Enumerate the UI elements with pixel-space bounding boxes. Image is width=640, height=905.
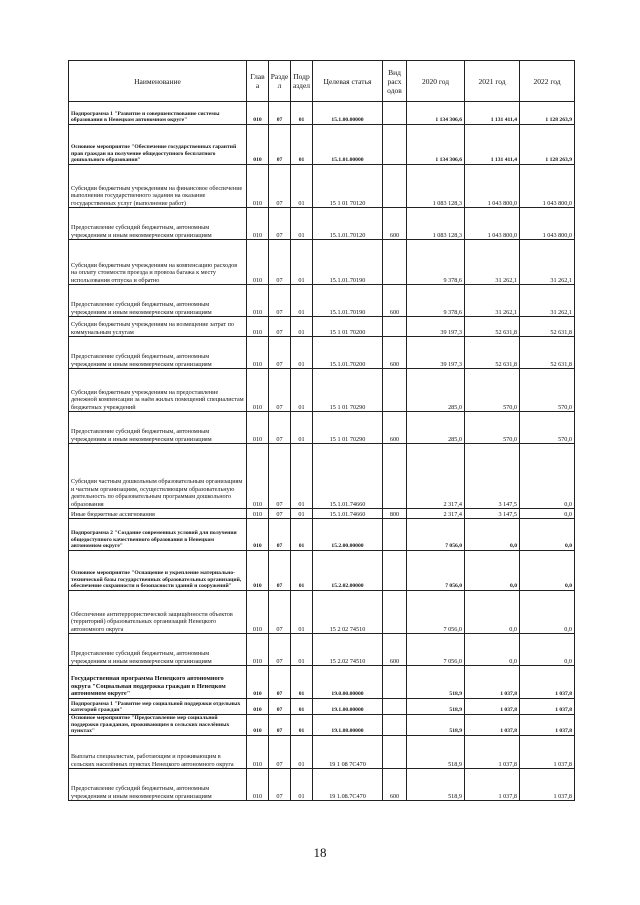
header-podrazdel: Подр аздел xyxy=(291,61,313,102)
cell-expense-type: 600 xyxy=(383,634,407,666)
header-year-2022: 2022 год xyxy=(520,61,575,102)
cell-name: Предоставление субсидий бюджетным, автономным учреждениям и иным некоммерческим организациям xyxy=(69,285,247,317)
cell-podrazdel: 01 xyxy=(291,634,313,666)
table-row xyxy=(69,337,575,369)
cell-2020: 1 083 128,3 xyxy=(407,208,465,240)
cell-target-article: 15.1.01.00000 xyxy=(313,125,383,165)
cell-2020: 9 378,6 xyxy=(407,240,465,285)
cell-name: Основное мероприятие "Обеспечение государственных гарантий прав граждан на получение общедоступного бесплатного дошкольного образования" xyxy=(69,125,247,165)
cell-2022: 1 037,8 xyxy=(520,715,575,736)
cell-podrazdel: 01 xyxy=(291,337,313,369)
cell-expense-type: 800 xyxy=(383,509,407,519)
cell-name: Основное мероприятие "Оснащение и укрепление материально-технической базы государственных образовательных организаций, обеспечение сохранности и безопасности зданий и сооружений" xyxy=(69,551,247,591)
header-target-article: Целевая статья xyxy=(313,61,383,102)
table-row xyxy=(69,165,575,208)
cell-name: Субсидии бюджетным учреждениям на предоставление денежной компенсации за наём жилых помещений специалистам бюджетных учреждений xyxy=(69,369,247,412)
cell-target-article: 15.1.01.74660 xyxy=(313,444,383,509)
cell-podrazdel: 01 xyxy=(291,551,313,591)
cell-glava: 010 xyxy=(247,551,269,591)
cell-2020: 518,9 xyxy=(407,736,465,769)
table-body xyxy=(69,102,575,801)
cell-glava: 010 xyxy=(247,208,269,240)
cell-2021: 1 131 411,4 xyxy=(465,125,520,165)
cell-2021: 0,0 xyxy=(465,591,520,634)
cell-glava: 010 xyxy=(247,285,269,317)
cell-glava: 010 xyxy=(247,519,269,551)
cell-2020: 1 134 306,6 xyxy=(407,102,465,125)
cell-glava: 010 xyxy=(247,715,269,736)
cell-2020: 2 317,4 xyxy=(407,444,465,509)
cell-glava: 010 xyxy=(247,666,269,699)
cell-podrazdel: 01 xyxy=(291,125,313,165)
cell-razdel: 07 xyxy=(269,285,291,317)
cell-2021: 570,0 xyxy=(465,412,520,444)
cell-target-article: 15.1.01.74660 xyxy=(313,509,383,519)
cell-expense-type xyxy=(383,551,407,591)
cell-glava: 010 xyxy=(247,240,269,285)
table-row xyxy=(69,369,575,412)
cell-glava: 010 xyxy=(247,769,269,801)
cell-2020: 518,9 xyxy=(407,769,465,801)
cell-name: Выплаты специалистам, работающим и проживающим в сельских населённых пунктах Ненецкого автономного округа xyxy=(69,736,247,769)
cell-2022: 1 043 800,0 xyxy=(520,208,575,240)
cell-2022: 1 128 263,9 xyxy=(520,125,575,165)
cell-podrazdel: 01 xyxy=(291,369,313,412)
cell-podrazdel: 01 xyxy=(291,412,313,444)
cell-2021: 1 037,8 xyxy=(465,715,520,736)
cell-target-article: 15.1.01.70120 xyxy=(313,208,383,240)
cell-2020: 518,9 xyxy=(407,666,465,699)
cell-podrazdel: 01 xyxy=(291,208,313,240)
cell-2021: 1 037,8 xyxy=(465,666,520,699)
cell-target-article: 15 1 01 70290 xyxy=(313,412,383,444)
cell-expense-type xyxy=(383,369,407,412)
cell-target-article: 15 1 01 70120 xyxy=(313,165,383,208)
cell-target-article: 15 2.02 74510 xyxy=(313,634,383,666)
cell-2020: 7 056,0 xyxy=(407,634,465,666)
cell-target-article: 15.2.02.00000 xyxy=(313,551,383,591)
cell-razdel: 07 xyxy=(269,591,291,634)
table-row xyxy=(69,666,575,699)
cell-razdel: 07 xyxy=(269,165,291,208)
cell-razdel: 07 xyxy=(269,125,291,165)
cell-podrazdel: 01 xyxy=(291,591,313,634)
table-row xyxy=(69,551,575,591)
cell-2022: 1 037,8 xyxy=(520,699,575,715)
cell-2020: 7 056,0 xyxy=(407,591,465,634)
cell-podrazdel: 01 xyxy=(291,444,313,509)
table-row xyxy=(69,444,575,509)
header-year-2021: 2021 год xyxy=(465,61,520,102)
cell-target-article: 15 2 02 74510 xyxy=(313,591,383,634)
cell-podrazdel: 01 xyxy=(291,165,313,208)
table-row xyxy=(69,591,575,634)
cell-target-article: 15 1 01 70290 xyxy=(313,369,383,412)
cell-2022: 1 037,8 xyxy=(520,769,575,801)
cell-target-article: 19.0.00.00000 xyxy=(313,666,383,699)
cell-name: Предоставление субсидий бюджетным, автономным учреждениям и иным некоммерческим организациям xyxy=(69,337,247,369)
cell-expense-type xyxy=(383,317,407,337)
cell-expense-type xyxy=(383,444,407,509)
cell-2021: 1 037,8 xyxy=(465,769,520,801)
table-row xyxy=(69,317,575,337)
cell-razdel: 07 xyxy=(269,715,291,736)
cell-target-article: 15.1.01.70190 xyxy=(313,285,383,317)
cell-glava: 010 xyxy=(247,736,269,769)
cell-name: Предоставление субсидий бюджетным, автономным учреждениям и иным некоммерческим организациям xyxy=(69,769,247,801)
table-row xyxy=(69,412,575,444)
cell-glava: 010 xyxy=(247,412,269,444)
cell-razdel: 07 xyxy=(269,509,291,519)
cell-expense-type xyxy=(383,125,407,165)
budget-table xyxy=(68,60,575,801)
cell-2022: 52 631,8 xyxy=(520,317,575,337)
table-row xyxy=(69,102,575,125)
cell-target-article: 19.1.08.00000 xyxy=(313,715,383,736)
cell-2021: 52 631,8 xyxy=(465,337,520,369)
cell-podrazdel: 01 xyxy=(291,285,313,317)
cell-2021: 1 043 800,0 xyxy=(465,165,520,208)
cell-razdel: 07 xyxy=(269,412,291,444)
cell-2022: 0,0 xyxy=(520,634,575,666)
cell-expense-type xyxy=(383,666,407,699)
cell-name: Субсидии бюджетным учреждениям на возмещение затрат по коммунальным услугам xyxy=(69,317,247,337)
cell-expense-type xyxy=(383,102,407,125)
cell-name: Субсидии частным дошкольным образовательным организациям и частным организациям, осуществляющим образовательную деятельность по образовательным программам дошкольного образования xyxy=(69,444,247,509)
cell-name: Подпрограмма 1 "Развитие и совершенствование системы образования в Ненецком автономном округе" xyxy=(69,102,247,125)
cell-target-article: 19 1.08.7C470 xyxy=(313,769,383,801)
cell-2021: 3 147,5 xyxy=(465,444,520,509)
cell-glava: 010 xyxy=(247,125,269,165)
cell-target-article: 19.1.00.00000 xyxy=(313,699,383,715)
cell-glava: 010 xyxy=(247,337,269,369)
cell-expense-type xyxy=(383,715,407,736)
cell-2020: 1 083 128,3 xyxy=(407,165,465,208)
cell-razdel: 07 xyxy=(269,240,291,285)
cell-2021: 52 631,8 xyxy=(465,317,520,337)
cell-2021: 0,0 xyxy=(465,519,520,551)
cell-2022: 31 262,1 xyxy=(520,240,575,285)
cell-razdel: 07 xyxy=(269,551,291,591)
cell-2020: 285,0 xyxy=(407,412,465,444)
cell-razdel: 07 xyxy=(269,699,291,715)
cell-2020: 39 197,3 xyxy=(407,317,465,337)
cell-2020: 7 056,0 xyxy=(407,519,465,551)
cell-razdel: 07 xyxy=(269,102,291,125)
cell-podrazdel: 01 xyxy=(291,736,313,769)
cell-2022: 0,0 xyxy=(520,551,575,591)
cell-glava: 010 xyxy=(247,317,269,337)
cell-2021: 1 037,8 xyxy=(465,736,520,769)
cell-2022: 1 037,8 xyxy=(520,666,575,699)
cell-glava: 010 xyxy=(247,102,269,125)
cell-glava: 010 xyxy=(247,634,269,666)
cell-2021: 1 043 800,0 xyxy=(465,208,520,240)
cell-2022: 1 043 800,0 xyxy=(520,165,575,208)
cell-2020: 518,9 xyxy=(407,715,465,736)
cell-razdel: 07 xyxy=(269,317,291,337)
cell-razdel: 07 xyxy=(269,369,291,412)
cell-2022: 0,0 xyxy=(520,444,575,509)
cell-glava: 010 xyxy=(247,591,269,634)
table-row xyxy=(69,285,575,317)
cell-expense-type xyxy=(383,165,407,208)
cell-razdel: 07 xyxy=(269,736,291,769)
cell-name: Субсидии бюджетным учреждениям на финансовое обеспечение выполнения государственного задания на оказание государственных услуг (выполнение работ) xyxy=(69,165,247,208)
header-expense-type: Вид расх одов xyxy=(383,61,407,102)
cell-2021: 31 262,1 xyxy=(465,285,520,317)
cell-name: Предоставление субсидий бюджетным, автономным учреждениям и иным некоммерческим организациям xyxy=(69,634,247,666)
cell-expense-type: 600 xyxy=(383,769,407,801)
cell-name: Подпрограмма 1 "Развитие мер социальной поддержки отдельных категорий граждан" xyxy=(69,699,247,715)
table-row xyxy=(69,769,575,801)
cell-name: Государственная программа Ненецкого автономного округа "Социальная поддержка граждан в Ненецком автономном округе" xyxy=(69,666,247,699)
cell-name: Иные бюджетные ассигнования xyxy=(69,509,247,519)
cell-expense-type: 600 xyxy=(383,412,407,444)
cell-2022: 1 128 263,9 xyxy=(520,102,575,125)
cell-expense-type: 600 xyxy=(383,285,407,317)
cell-podrazdel: 01 xyxy=(291,102,313,125)
cell-razdel: 07 xyxy=(269,519,291,551)
cell-2021: 0,0 xyxy=(465,634,520,666)
cell-2020: 1 134 306,6 xyxy=(407,125,465,165)
cell-target-article: 19 1 08 7C470 xyxy=(313,736,383,769)
cell-name: Обеспечение антитеррористической защищённости объектов (территорий) образовательных организаций Ненецкого автономного округа xyxy=(69,591,247,634)
cell-2021: 31 262,1 xyxy=(465,240,520,285)
cell-glava: 010 xyxy=(247,699,269,715)
cell-expense-type: 600 xyxy=(383,208,407,240)
cell-podrazdel: 01 xyxy=(291,715,313,736)
cell-expense-type: 600 xyxy=(383,337,407,369)
page-number: 18 xyxy=(313,845,327,860)
cell-2021: 3 147,5 xyxy=(465,509,520,519)
cell-name: Подпрограмма 2 "Создание современных условий для получения общедоступного качественного образования в Ненецком автономном округе" xyxy=(69,519,247,551)
cell-2021: 570,0 xyxy=(465,369,520,412)
cell-razdel: 07 xyxy=(269,634,291,666)
cell-glava: 010 xyxy=(247,444,269,509)
cell-razdel: 07 xyxy=(269,208,291,240)
cell-glava: 010 xyxy=(247,369,269,412)
cell-2020: 7 056,0 xyxy=(407,551,465,591)
cell-2022: 31 262,1 xyxy=(520,285,575,317)
header-glava: Глав а xyxy=(247,61,269,102)
cell-razdel: 07 xyxy=(269,337,291,369)
cell-name: Предоставление субсидий бюджетным, автономным учреждениям и иным некоммерческим организациям xyxy=(69,412,247,444)
cell-name: Субсидии бюджетным учреждениям на компенсацию расходов на оплату стоимости проезда и провоза багажа к месту использования отпуска и обратно xyxy=(69,240,247,285)
cell-2022: 52 631,8 xyxy=(520,337,575,369)
cell-podrazdel: 01 xyxy=(291,509,313,519)
cell-target-article: 15.1.01.70190 xyxy=(313,240,383,285)
cell-glava: 010 xyxy=(247,165,269,208)
cell-podrazdel: 01 xyxy=(291,317,313,337)
cell-2022: 570,0 xyxy=(520,369,575,412)
cell-2021: 0,0 xyxy=(465,551,520,591)
cell-razdel: 07 xyxy=(269,769,291,801)
cell-podrazdel: 01 xyxy=(291,769,313,801)
cell-glava: 010 xyxy=(247,509,269,519)
cell-target-article: 15.1.01.70200 xyxy=(313,337,383,369)
cell-name: Основное мероприятие "Предоставление мер социальной поддержки гражданам, проживающим в сельских населённых пунктах" xyxy=(69,715,247,736)
table-row xyxy=(69,509,575,519)
cell-podrazdel: 01 xyxy=(291,519,313,551)
cell-2020: 518,9 xyxy=(407,699,465,715)
cell-razdel: 07 xyxy=(269,444,291,509)
table-header-row xyxy=(69,61,575,102)
cell-expense-type xyxy=(383,240,407,285)
cell-razdel: 07 xyxy=(269,666,291,699)
cell-podrazdel: 01 xyxy=(291,699,313,715)
cell-expense-type xyxy=(383,519,407,551)
cell-2021: 1 131 411,4 xyxy=(465,102,520,125)
cell-name: Предоставление субсидий бюджетным, автономным учреждениям и иным некоммерческим организациям xyxy=(69,208,247,240)
header-name: Наименование xyxy=(69,61,247,102)
table-row xyxy=(69,240,575,285)
table-row xyxy=(69,208,575,240)
cell-expense-type xyxy=(383,736,407,769)
table-row xyxy=(69,125,575,165)
cell-podrazdel: 01 xyxy=(291,666,313,699)
cell-2020: 2 317,4 xyxy=(407,509,465,519)
cell-expense-type xyxy=(383,591,407,634)
cell-2022: 1 037,8 xyxy=(520,736,575,769)
table-row xyxy=(69,736,575,769)
header-year-2020: 2020 год xyxy=(407,61,465,102)
cell-2022: 0,0 xyxy=(520,509,575,519)
cell-podrazdel: 01 xyxy=(291,240,313,285)
table-row xyxy=(69,699,575,715)
header-razdel: Разде л xyxy=(269,61,291,102)
cell-target-article: 15 1 01 70200 xyxy=(313,317,383,337)
cell-2021: 1 037,8 xyxy=(465,699,520,715)
cell-2022: 0,0 xyxy=(520,591,575,634)
table-row xyxy=(69,634,575,666)
table-row xyxy=(69,715,575,736)
cell-2022: 0,0 xyxy=(520,519,575,551)
table-row xyxy=(69,519,575,551)
cell-expense-type xyxy=(383,699,407,715)
cell-2020: 39 197,3 xyxy=(407,337,465,369)
cell-2020: 285,0 xyxy=(407,369,465,412)
cell-target-article: 15.2.00.00000 xyxy=(313,519,383,551)
cell-2020: 9 378,6 xyxy=(407,285,465,317)
cell-target-article: 15.1.00.00000 xyxy=(313,102,383,125)
cell-2022: 570,0 xyxy=(520,412,575,444)
